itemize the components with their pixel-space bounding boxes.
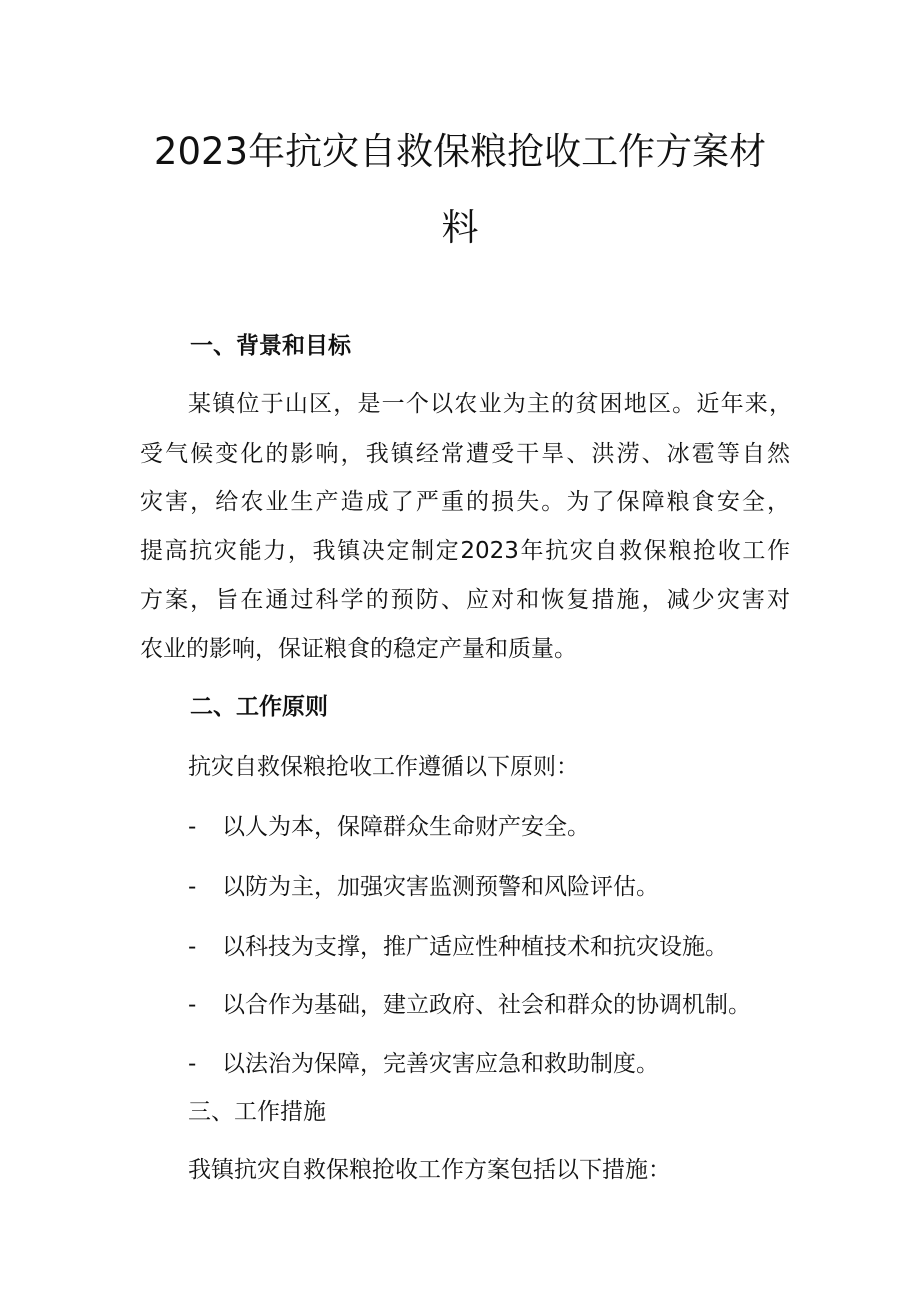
dash-marker: - xyxy=(188,934,197,960)
section-3-heading-text: 三、工作措施 xyxy=(188,1099,326,1125)
section-1-heading: 一、背景和目标 xyxy=(190,333,351,359)
principle-item xyxy=(188,873,659,901)
principle-item xyxy=(188,933,728,961)
section-1-line-6: 农业的影响，保证粮食的稳定产量和质量。 xyxy=(140,636,577,662)
dash-marker: - xyxy=(188,814,197,840)
dash-marker: - xyxy=(188,1051,197,1077)
section-2-intro: 抗灾自救保粮抢收工作遵循以下原则： xyxy=(188,754,579,780)
principle-text: 以法治为保障，完善灾害应急和救助制度。 xyxy=(222,1051,659,1077)
section-1-line-1: 某镇位于山区，是一个以农业为主的贫困地区。近年来， xyxy=(188,391,792,417)
section-1-line-4: 提高抗灾能力，我镇决定制定2023年抗灾自救保粮抢收工作 xyxy=(140,538,790,564)
principle-text: 以人为本，保障群众生命财产安全。 xyxy=(222,814,590,840)
document-title-line-1: 2023年抗灾自救保粮抢收工作方案材 xyxy=(153,130,767,173)
section-3-intro: 我镇抗灾自救保粮抢收工作方案包括以下措施： xyxy=(188,1157,671,1183)
section-3-heading xyxy=(188,1098,326,1126)
section-2-heading: 二、工作原则 xyxy=(190,694,328,720)
dash-marker: - xyxy=(188,874,197,900)
document-title-line-2: 料 xyxy=(441,206,479,249)
principle-item xyxy=(188,1050,659,1078)
principle-text: 以合作为基础，建立政府、社会和群众的协调机制。 xyxy=(222,992,751,1018)
principle-text: 以防为主，加强灾害监测预警和风险评估。 xyxy=(222,874,659,900)
principle-text: 以科技为支撑，推广适应性种植技术和抗灾设施。 xyxy=(222,934,728,960)
dash-marker: - xyxy=(188,992,197,1018)
principle-item xyxy=(188,991,751,1019)
principle-item xyxy=(188,813,590,841)
section-1-line-3: 灾害，给农业生产造成了严重的损失。为了保障粮食安全， xyxy=(140,489,790,515)
section-1-line-5: 方案，旨在通过科学的预防、应对和恢复措施，减少灾害对 xyxy=(140,587,790,613)
section-1-line-2: 受气候变化的影响，我镇经常遭受干旱、洪涝、冰雹等自然 xyxy=(140,441,790,467)
